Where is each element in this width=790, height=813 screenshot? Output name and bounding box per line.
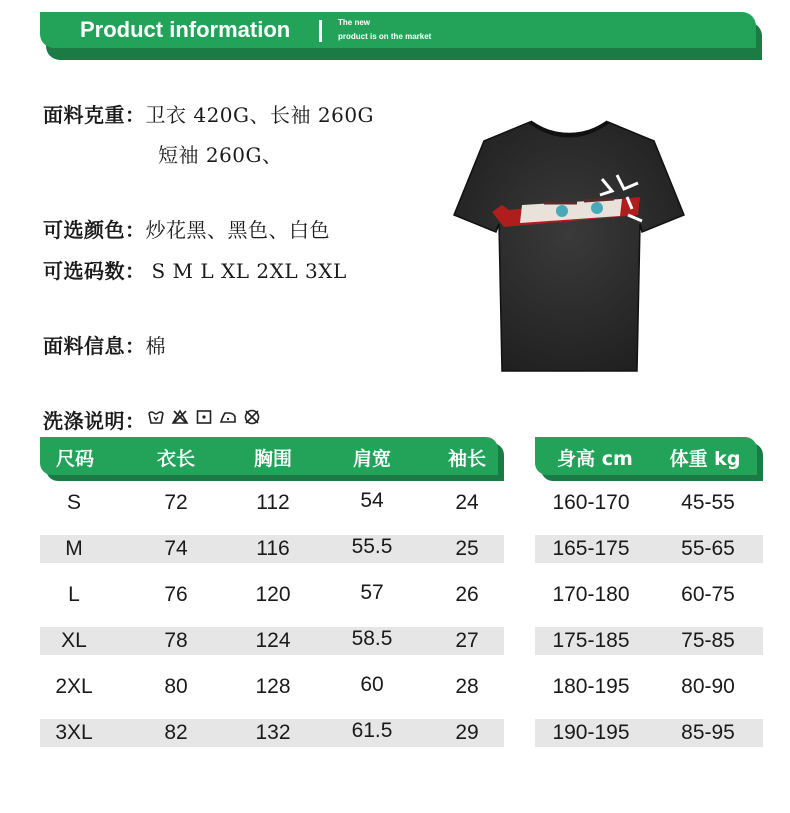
length-cell: 74 bbox=[164, 537, 188, 560]
shoulder-cell: 60 bbox=[360, 673, 384, 696]
weight-value-line2: 短袖 260G、 bbox=[158, 143, 283, 167]
size-cell: S bbox=[66, 491, 81, 514]
length-cell: 82 bbox=[164, 721, 188, 744]
weight-cell: 75-85 bbox=[681, 629, 735, 652]
height-cell: 160-170 bbox=[552, 491, 630, 514]
banner-subtitle-line2: product is on the market bbox=[338, 32, 432, 41]
height-cell: 180-195 bbox=[552, 675, 630, 698]
sleeve-cell: 26 bbox=[455, 583, 479, 606]
header-weight: 体重 kg bbox=[669, 448, 741, 470]
length-cell: 78 bbox=[164, 629, 188, 652]
weight-cell: 85-95 bbox=[681, 721, 735, 744]
header-banner bbox=[40, 12, 762, 50]
fabric-spec bbox=[43, 330, 166, 359]
height-cell: 190-195 bbox=[552, 721, 630, 744]
sleeve-cell: 24 bbox=[455, 491, 479, 514]
weight-cell: 55-65 bbox=[681, 537, 735, 560]
header-height: 身高 cm bbox=[557, 448, 633, 470]
do-not-dry-clean-icon bbox=[243, 408, 261, 426]
header-chest: 胸围 bbox=[253, 448, 292, 470]
length-cell: 72 bbox=[164, 491, 188, 514]
banner-title: Product information bbox=[80, 17, 291, 42]
weight-spec bbox=[43, 99, 374, 128]
header-size: 尺码 bbox=[55, 448, 94, 470]
wash-label: 洗涤说明： bbox=[43, 409, 146, 433]
weight-cell: 60-75 bbox=[681, 583, 735, 606]
wash-spec bbox=[43, 405, 146, 434]
weight-cell: 45-55 bbox=[681, 491, 735, 514]
shoulder-cell: 54 bbox=[360, 489, 384, 512]
banner-subtitle-line1: The new bbox=[338, 18, 371, 27]
height-cell: 165-175 bbox=[552, 537, 630, 560]
weight-cell: 80-90 bbox=[681, 675, 735, 698]
tumble-dry-icon bbox=[195, 408, 213, 426]
colors-spec bbox=[43, 214, 330, 243]
sizes-spec bbox=[43, 255, 347, 284]
size-cell: M bbox=[65, 537, 83, 560]
header-length: 衣长 bbox=[156, 448, 195, 470]
chest-cell: 132 bbox=[255, 721, 291, 744]
sleeve-cell: 29 bbox=[455, 721, 479, 744]
size-cell: 2XL bbox=[55, 675, 93, 698]
iron-icon bbox=[219, 408, 237, 426]
size-cell: L bbox=[68, 583, 80, 606]
wash-icons bbox=[147, 408, 261, 426]
sizes-label: 可选码数： bbox=[43, 259, 146, 283]
shoulder-cell: 58.5 bbox=[351, 627, 393, 650]
sleeve-cell: 25 bbox=[455, 537, 479, 560]
sleeve-cell: 27 bbox=[455, 629, 479, 652]
weight-value-line1: 卫衣 420G、长袖 260G bbox=[145, 103, 375, 127]
chest-cell: 124 bbox=[255, 629, 291, 652]
height-cell: 170-180 bbox=[552, 583, 630, 606]
height-cell: 175-185 bbox=[552, 629, 630, 652]
do-not-bleach-icon bbox=[171, 408, 189, 426]
header-sleeve: 袖长 bbox=[447, 448, 486, 470]
sleeve-cell: 28 bbox=[455, 675, 479, 698]
length-cell: 80 bbox=[164, 675, 188, 698]
chest-cell: 128 bbox=[255, 675, 291, 698]
sizes-value: S M L XL 2XL 3XL bbox=[151, 259, 347, 283]
colors-value: 炒花黑、黑色、白色 bbox=[145, 218, 330, 242]
fabric-value: 棉 bbox=[145, 334, 166, 358]
banner-background bbox=[40, 12, 756, 48]
product-tshirt-image bbox=[452, 117, 686, 375]
shoulder-cell: 61.5 bbox=[351, 719, 393, 742]
header-shoulder: 肩宽 bbox=[352, 448, 391, 470]
shoulder-cell: 57 bbox=[360, 581, 384, 604]
chest-cell: 120 bbox=[255, 583, 291, 606]
colors-label: 可选颜色： bbox=[43, 218, 146, 242]
size-cell: 3XL bbox=[55, 721, 93, 744]
weight-label: 面料克重： bbox=[43, 103, 146, 127]
size-cell: XL bbox=[61, 629, 87, 652]
fabric-label: 面料信息： bbox=[43, 334, 146, 358]
chest-cell: 116 bbox=[256, 537, 290, 560]
hand-wash-icon bbox=[147, 408, 165, 426]
length-cell: 76 bbox=[164, 583, 188, 606]
chest-cell: 112 bbox=[256, 491, 290, 514]
shoulder-cell: 55.5 bbox=[351, 535, 393, 558]
banner-divider bbox=[319, 20, 322, 42]
